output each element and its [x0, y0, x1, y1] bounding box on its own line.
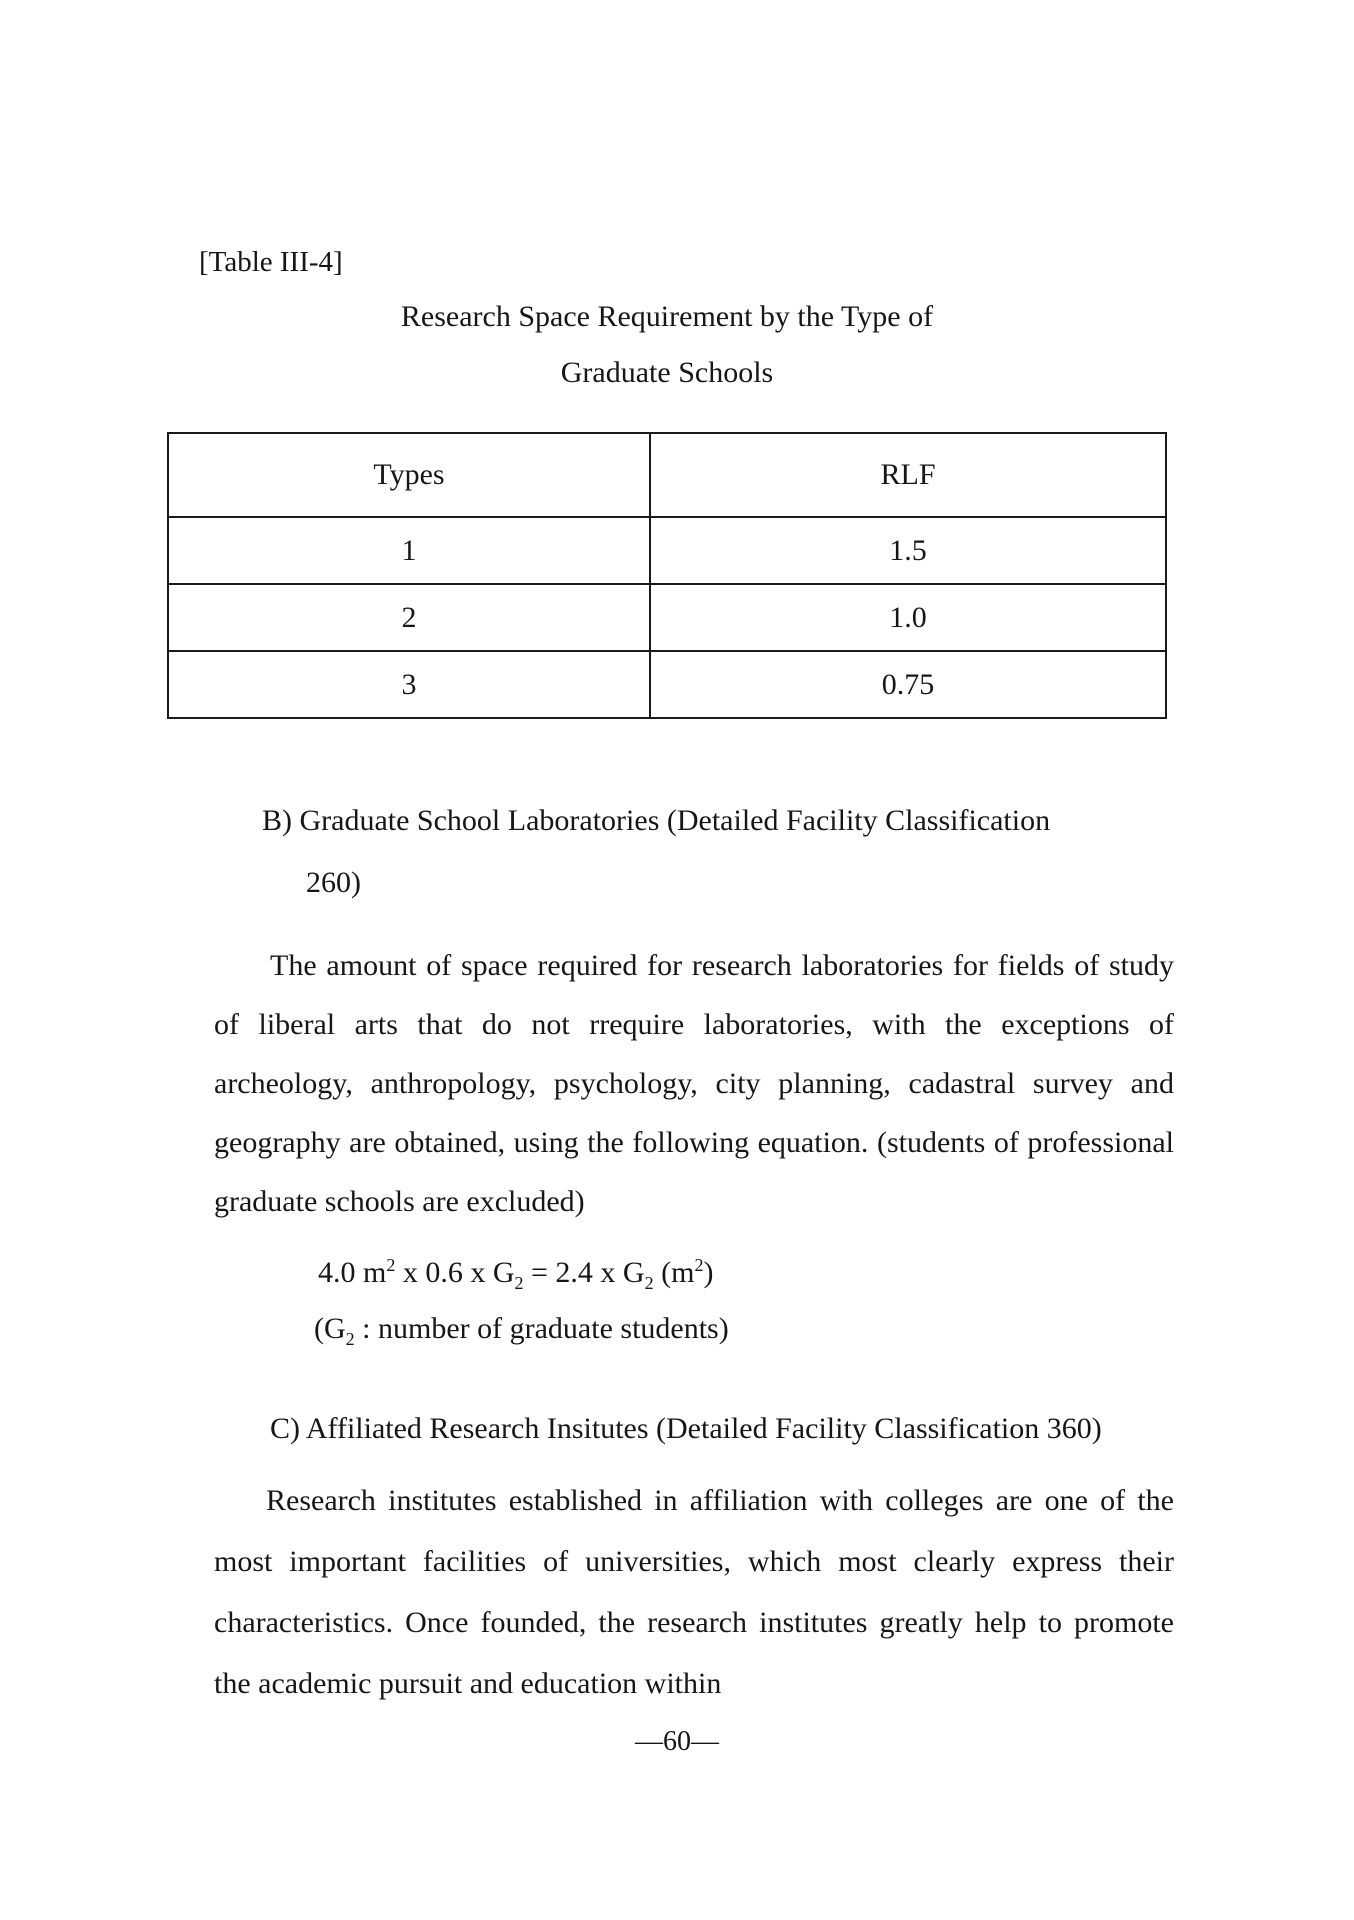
- cell-rlf: 1.5: [650, 517, 1166, 584]
- table-title-line2: Graduate Schools: [560, 356, 774, 389]
- section-c-body-text: Research institutes established in affiliation with colleges are one of the most important facilities of universities, which most clearly express their characteristics. Once founded, the research institutes greatly help to promote the academic pursuit and education within: [214, 1484, 1174, 1700]
- equation: 4.0 $m^2$ x 0.6 x $G_2 = 2.4$ x $G_2$ $(m^2)$: [318, 1255, 714, 1293]
- section-b-body-text: The amount of space required for research laboratories for fields of study of liberal arts that do not rrequire laboratories, with the exceptions of archeology, anthropology, psychology, city planning, cadastral survey and geography are obtained, using the following equation. (students of professional graduate schools are excluded): [214, 949, 1174, 1218]
- section-b-body: [214, 936, 1174, 1231]
- header-rlf: RLF: [650, 433, 1166, 517]
- equation-note: ($G_2$ : number of graduate students): [314, 1312, 729, 1349]
- table-row: [168, 651, 1166, 718]
- table-header-row: [168, 433, 1166, 517]
- cell-type: 3: [168, 651, 650, 718]
- table-title-line1: Research Space Requirement by the Type of: [400, 300, 934, 333]
- section-b-heading-text: B) Graduate School Laboratories (Detailed Facility Classification: [262, 804, 1051, 837]
- header-types: Types: [168, 433, 650, 517]
- cell-rlf: 0.75: [650, 651, 1166, 718]
- cell-type: 2: [168, 584, 650, 651]
- cell-type: 1: [168, 517, 650, 584]
- section-c-heading: C) Affiliated Research Insitutes (Detailed Facility Classification 360): [270, 1412, 1102, 1445]
- cell-rlf: 1.0: [650, 584, 1166, 651]
- section-b-heading-cont: 260): [306, 866, 361, 899]
- rlf-table: [167, 432, 1167, 719]
- section-b-heading: [262, 790, 1162, 914]
- page-number: —60—: [635, 1726, 719, 1757]
- table-row: [168, 517, 1166, 584]
- table-label: [Table III-4]: [199, 246, 343, 278]
- section-c-body: [214, 1470, 1174, 1714]
- table-row: [168, 584, 1166, 651]
